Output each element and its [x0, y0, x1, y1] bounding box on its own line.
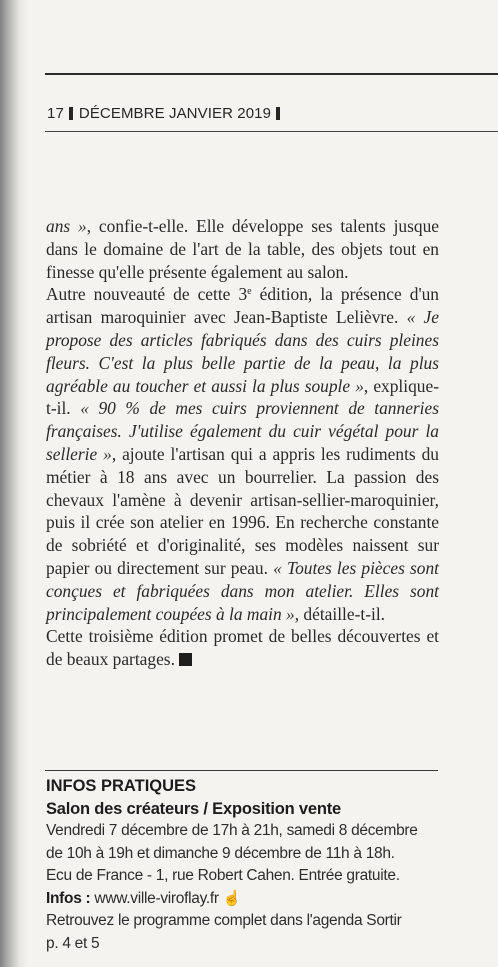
header-separator — [69, 107, 73, 120]
quote-end: ans » — [46, 216, 87, 236]
program-note-line-1: Retrouvez le programme complet dans l'agenda Sortir — [46, 912, 402, 929]
page-header — [47, 105, 286, 122]
paragraph-text: , confie-t-elle. Elle développe ses talents jusque dans le domaine de l'art de la table, des objets tout en finesse qu'elle présente également au salon. — [46, 216, 440, 282]
page-edge-shadow — [0, 0, 28, 967]
paragraph-text: Cette troisième édition promet de belles découvertes et de beaux partages. — [46, 626, 439, 670]
infos-heading: INFOS PRATIQUES — [46, 777, 197, 795]
issue-date: DÉCEMBRE JANVIER 2019 — [78, 105, 272, 122]
article-paragraph-1 — [46, 215, 439, 283]
paragraph-text: édition, la présence d'un artisan maroquinier avec Jean-Baptiste Lelièvre. — [46, 284, 439, 328]
infos-pratiques-box — [46, 775, 446, 955]
infos-website-line — [46, 888, 446, 911]
top-rule — [45, 73, 498, 75]
website-link[interactable]: www.ville-viroflay.fr — [94, 889, 219, 907]
end-of-article-mark — [179, 653, 192, 666]
infos-rule — [45, 770, 438, 771]
quote: « Je propose des articles fabriqués dans des cuirs pleines fleurs. C'est la plus belle partie de la peau, la plus agréable au toucher et aussi la plus souple » — [46, 307, 439, 396]
quote: « Toutes les pièces sont conçues et fabriquées dans mon atelier. Elles sont principalement coupées à la main » — [46, 557, 439, 624]
paragraph-text: Autre nouveauté de cette 3 — [46, 284, 248, 305]
program-note-line-2: p. 4 et 5 — [46, 934, 100, 952]
infos-label: Infos : — [46, 889, 91, 907]
header-rule — [45, 131, 498, 132]
event-title: Salon des créateurs / Exposition vente — [46, 799, 341, 818]
article-body — [46, 215, 439, 671]
superscript: e — [247, 286, 252, 298]
article-paragraph-2 — [46, 283, 439, 625]
paragraph-text: , détaille-t-il. — [294, 603, 386, 624]
quote: « 90 % de mes cuirs proviennent de tanneries françaises. J'utilise également du cuir végétal pour la sellerie » — [46, 398, 440, 464]
header-separator-end — [276, 107, 280, 120]
paragraph-text: , explique-t-il. — [46, 375, 439, 419]
event-address: Ecu de France - 1, rue Robert Cahen. Entrée gratuite. — [46, 867, 400, 884]
page-number: 17 — [47, 105, 64, 122]
pointer-hand-icon: ☝ — [222, 889, 242, 907]
event-dates-line-1: Vendredi 7 décembre de 17h à 21h, samedi 8 décembre — [46, 822, 418, 839]
event-dates-line-2: de 10h à 19h et dimanche 9 décembre de 11h à 18h. — [46, 844, 395, 862]
article-paragraph-3 — [46, 625, 439, 671]
paragraph-text: , ajoute l'artisan qui a appris les rudiments du métier à 18 ans avec un bourrelier. La passion des chevaux l'amène à devenir artisan-sellier-maroquinier, puis il crée son atelier en 1996. En recherche constante de sobriété et d'originalité, ses modèles naissent sur papier ou directement sur peau. — [46, 443, 439, 578]
